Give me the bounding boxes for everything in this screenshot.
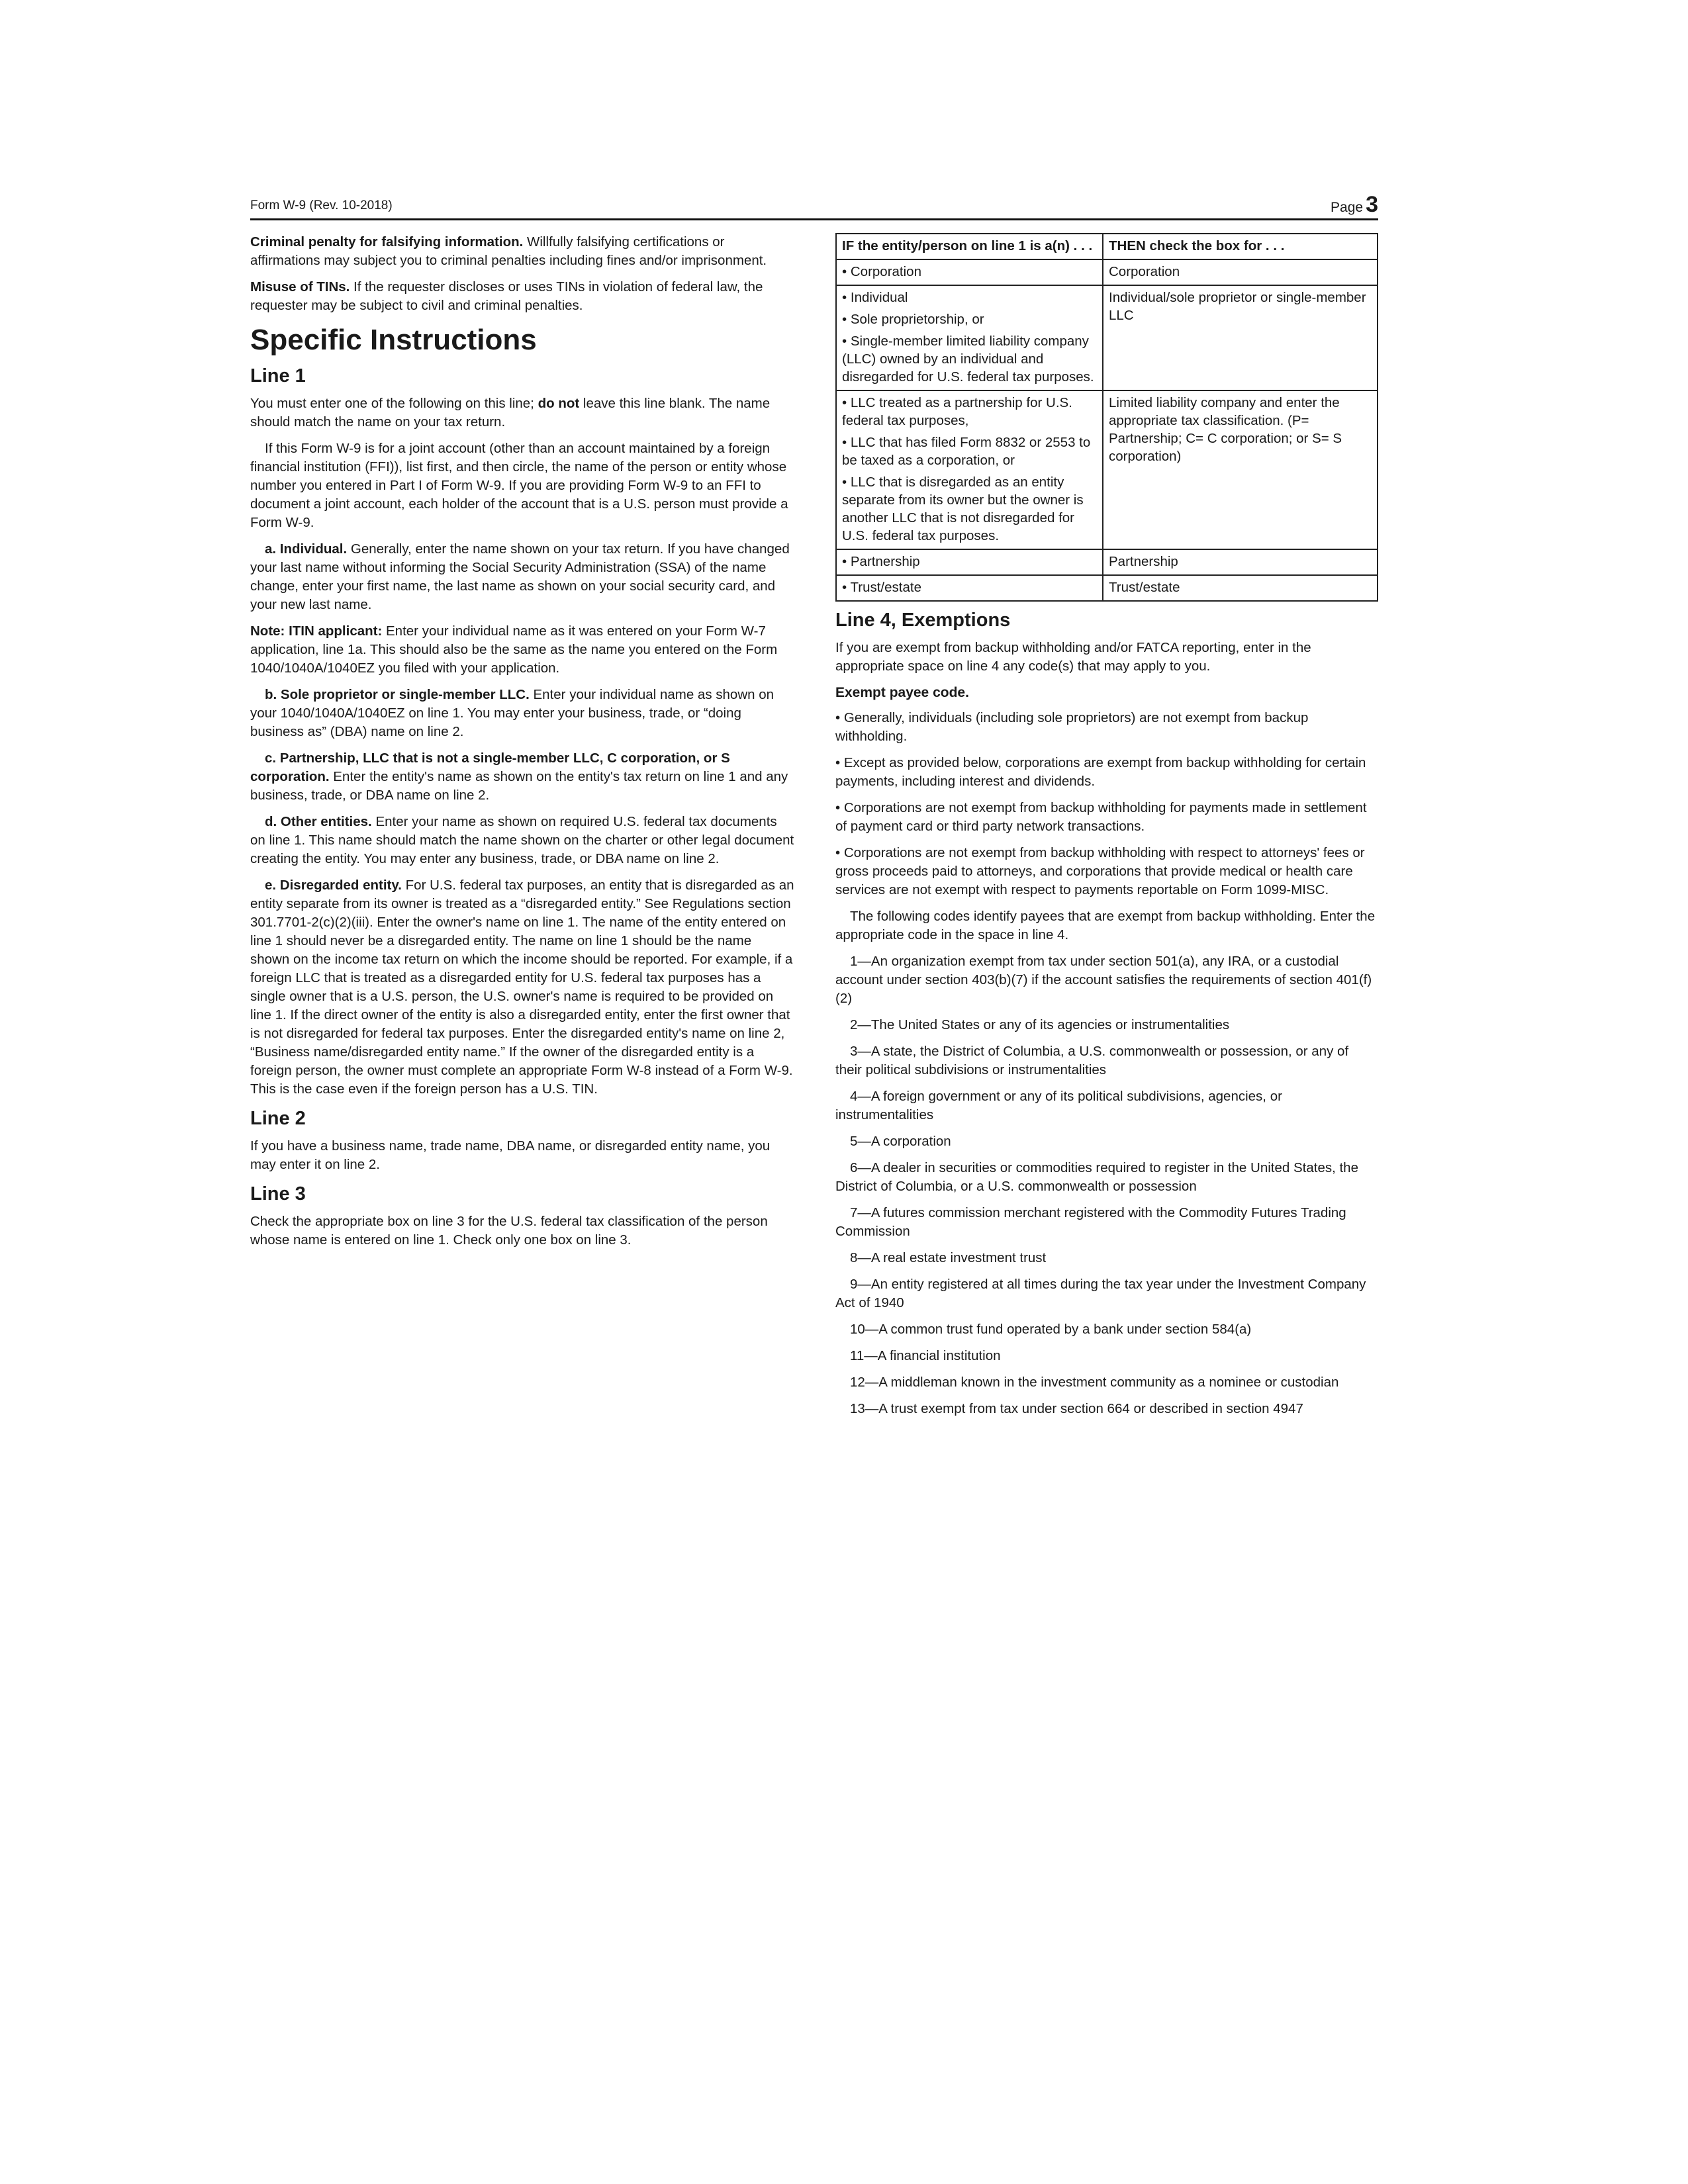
line1-paragraph-2: If this Form W-9 is for a joint account (other than an account maintained by a foreign financial institution (FFI)), list first, and then circle, the name of the person or entity whose number you entered in Part I of Form W-9. If you are providing Form W-9 to an FFI to document a joint account, each holder of the account that is a U.S. person must provide a Form W-9. [250, 441, 788, 530]
disregarded-entity-title: e. Disregarded entity. [265, 878, 402, 893]
line1-text-c: leave this line blank. The name should match the name on your tax return. [250, 396, 771, 430]
table-cell-line: • Individual [842, 290, 908, 305]
exempt-payee-heading: Exempt payee code. [835, 685, 969, 700]
bullet-item: • Generally, individuals (including sole proprietors) are not exempt from backup withholding. [835, 710, 1309, 744]
line2-paragraph: If you have a business name, trade name, DBA name, or disregarded entity name, you may enter it on line 2. [250, 1138, 771, 1172]
table-header-row [836, 234, 1378, 259]
table-cell-line: • LLC treated as a partnership for U.S. federal tax purposes, [842, 395, 1072, 428]
exempt-code-item: 1—An organization exempt from tax under section 501(a), any IRA, or a custodial account under section 403(b)(7) if the account satisfies the requirements of section 401(f)(2) [835, 954, 1372, 1006]
table-cell-box: Corporation [1103, 259, 1378, 285]
exempt-code-item: 6—A dealer in securities or commodities required to register in the United States, the District of Columbia, or a U.S. commonwealth or possession [835, 1160, 1358, 1194]
itin-note-text: Enter your individual name as it was entered on your Form W-7 application, line 1a. This should also be the same as the name you entered on the Form 1040/1040A/1040EZ you filed with your application. [250, 623, 778, 676]
bullet-item: • Except as provided below, corporations are exempt from backup withholding for certain payments, including interest and dividends. [835, 755, 1366, 789]
exempt-code-item: 7—A futures commission merchant registered with the Commodity Futures Trading Commission [835, 1205, 1346, 1239]
tax-classification-table [835, 233, 1378, 602]
line1-paragraph-1 [250, 394, 794, 432]
page-label: Page [1331, 200, 1364, 215]
line3-paragraph: Check the appropriate box on line 3 for the U.S. federal tax classification of the person whose name is entered on line 1. Check only one box on line 3. [250, 1214, 768, 1248]
table-cell-entity [836, 575, 1103, 601]
line4-intro: If you are exempt from backup withholding and/or FATCA reporting, enter in the appropriate space on line 4 any code(s) that may apply to you. [835, 640, 1311, 674]
exempt-code-item: 12—A middleman known in the investment community as a nominee or custodian [850, 1375, 1339, 1390]
disregarded-entity-paragraph [250, 876, 794, 1099]
table-row [836, 285, 1378, 390]
criminal-penalty-title: Criminal penalty for falsifying information. [250, 234, 524, 250]
page-number [1331, 192, 1378, 218]
table-cell-line: • Single-member limited liability company (LLC) owned by an individual and disregarded for U.S. federal tax purposes. [842, 334, 1094, 385]
partnership-paragraph [250, 749, 794, 805]
bullet-item: • Corporations are not exempt from backup withholding for payments made in settlement of payment card or third party network transactions. [835, 800, 1367, 834]
partnership-title: c. Partnership, LLC that is not a single-member LLC, C corporation, or S corporation. [250, 751, 730, 784]
misuse-tins-text: If the requester discloses or uses TINs in violation of federal law, the requester may be subject to civil and criminal penalties. [250, 279, 763, 313]
table-cell-box: Individual/sole proprietor or single-member LLC [1103, 285, 1378, 390]
line3-heading: Line 3 [250, 1183, 306, 1205]
table-cell-entity [836, 285, 1103, 390]
sole-proprietor-text: Enter your individual name as shown on your 1040/1040A/1040EZ on line 1. You may enter your business, trade, or “doing business as” (DBA) name on line 2. [250, 687, 774, 739]
exempt-code-item: 5—A corporation [850, 1134, 951, 1149]
exempt-code-item: 10—A common trust fund operated by a bank under section 584(a) [850, 1322, 1252, 1337]
criminal-penalty-paragraph [250, 233, 794, 270]
other-entities-paragraph [250, 813, 794, 868]
individual-paragraph [250, 540, 794, 614]
individual-text: Generally, enter the name shown on your tax return. If you have changed your last name without informing the Social Security Administration (SSA) of the name change, enter your first name, the last name as shown on your social security card, and your new last name. [250, 541, 790, 612]
exempt-code-item: 13—A trust exempt from tax under section 664 or described in section 4947 [850, 1401, 1303, 1416]
exempt-code-item: 8—A real estate investment trust [850, 1250, 1047, 1265]
misuse-tins-paragraph [250, 278, 794, 315]
table-cell-line: • Partnership [842, 554, 920, 569]
line4-heading: Line 4, Exemptions [835, 610, 1011, 631]
itin-note-title: Note: ITIN applicant: [250, 623, 383, 639]
line1-text-bold: do not [538, 396, 580, 411]
table-row [836, 549, 1378, 575]
exempt-code-item: 2—The United States or any of its agencies or instrumentalities [850, 1017, 1230, 1032]
partnership-text: Enter the entity's name as shown on the entity's tax return on line 1 and any business, trade, or DBA name on line 2. [250, 769, 788, 803]
table-cell-line: • LLC that is disregarded as an entity separate from its owner but the owner is another LLC that is not disregarded for U.S. federal tax purposes. [842, 475, 1084, 543]
other-entities-text: Enter your name as shown on required U.S. federal tax documents on line 1. This name should match the name shown on the charter or other legal document creating the entity. You may enter any business, trade, or DBA name on line 2. [250, 814, 794, 866]
line2-heading: Line 2 [250, 1108, 306, 1129]
exempt-code-item: 11—A financial institution [850, 1348, 1001, 1363]
disregarded-entity-text: For U.S. federal tax purposes, an entity that is disregarded as an entity separate from its owner is treated as a “disregarded entity.” See Regulations section 301.7701-2(c)(2)(iii). Enter the owner's name on line 1. The name of the entity entered on line 1 should never be a disregarded entity. The name on line 1 should be the name shown on the income tax return on which the income should be reported. For example, if a foreign LLC that is treated as a disregarded entity for U.S. federal tax purposes has a single owner that is a U.S. person, the U.S. owner's name is required to be provided on line 1. If the direct owner of the entity is also a disregarded entity, enter the first owner that is not disregarded for federal tax purposes. Enter the disregarded entity's name on line 2, “Business name/disregarded entity name.” If the owner of the disregarded entity is a foreign person, the owner must complete an appropriate Form W-8 instead of a Form W-9. This is the case even if the foreign person has a U.S. TIN. [250, 878, 794, 1097]
table-cell-box: Trust/estate [1103, 575, 1378, 601]
individual-title: a. Individual. [265, 541, 348, 557]
table-cell-entity [836, 549, 1103, 575]
codes-intro: The following codes identify payees that are exempt from backup withholding. Enter the appropriate code in the space in line 4. [835, 909, 1376, 942]
criminal-penalty-text: Willfully falsifying certifications or affirmations may subject you to criminal penalties including fines and/or imprisonment. [250, 234, 767, 268]
bullet-item: • Corporations are not exempt from backup withholding with respect to attorneys' fees or gross proceeds paid to attorneys, and corporations that provide medical or health care services are not exempt with respect to payments reportable on Form 1099-MISC. [835, 845, 1365, 897]
table-row [836, 259, 1378, 285]
line1-heading: Line 1 [250, 365, 306, 387]
specific-instructions-heading: Specific Instructions [250, 324, 537, 356]
table-row [836, 390, 1378, 549]
sole-proprietor-title: b. Sole proprietor or single-member LLC. [265, 687, 530, 702]
table-cell-line: • Trust/estate [842, 580, 921, 595]
table-cell-entity [836, 390, 1103, 549]
table-row [836, 575, 1378, 601]
sole-proprietor-paragraph [250, 686, 794, 741]
table-cell-line: • Corporation [842, 264, 921, 279]
other-entities-title: d. Other entities. [265, 814, 372, 829]
table-cell-box: Partnership [1103, 549, 1378, 575]
misuse-tins-title: Misuse of TINs. [250, 279, 350, 295]
form-id: Form W-9 (Rev. 10-2018) [250, 199, 393, 212]
table-cell-line: • Sole proprietorship, or [842, 312, 984, 327]
exempt-code-item: 4—A foreign government or any of its political subdivisions, agencies, or instrumentalities [835, 1089, 1282, 1122]
table-header-right: THEN check the box for . . . [1103, 234, 1378, 259]
page-header [250, 192, 1378, 220]
left-column [250, 233, 794, 1257]
itin-note-paragraph [250, 622, 794, 678]
exempt-code-item: 3—A state, the District of Columbia, a U.S. commonwealth or possession, or any of their political subdivisions or instrumentalities [835, 1044, 1349, 1077]
right-column [835, 233, 1378, 1426]
exempt-code-item: 9—An entity registered at all times during the tax year under the Investment Company Act of 1940 [835, 1277, 1366, 1310]
line1-text-a: You must enter one of the following on this line; [250, 396, 538, 411]
table-cell-entity [836, 259, 1103, 285]
page-number-value: 3 [1366, 192, 1378, 217]
table-cell-box: Limited liability company and enter the appropriate tax classification. (P= Partnership; C= C corporation; or S= S corporation) [1103, 390, 1378, 549]
table-cell-line: • LLC that has filed Form 8832 or 2553 to be taxed as a corporation, or [842, 435, 1091, 468]
table-header-left: IF the entity/person on line 1 is a(n) . . . [836, 234, 1103, 259]
